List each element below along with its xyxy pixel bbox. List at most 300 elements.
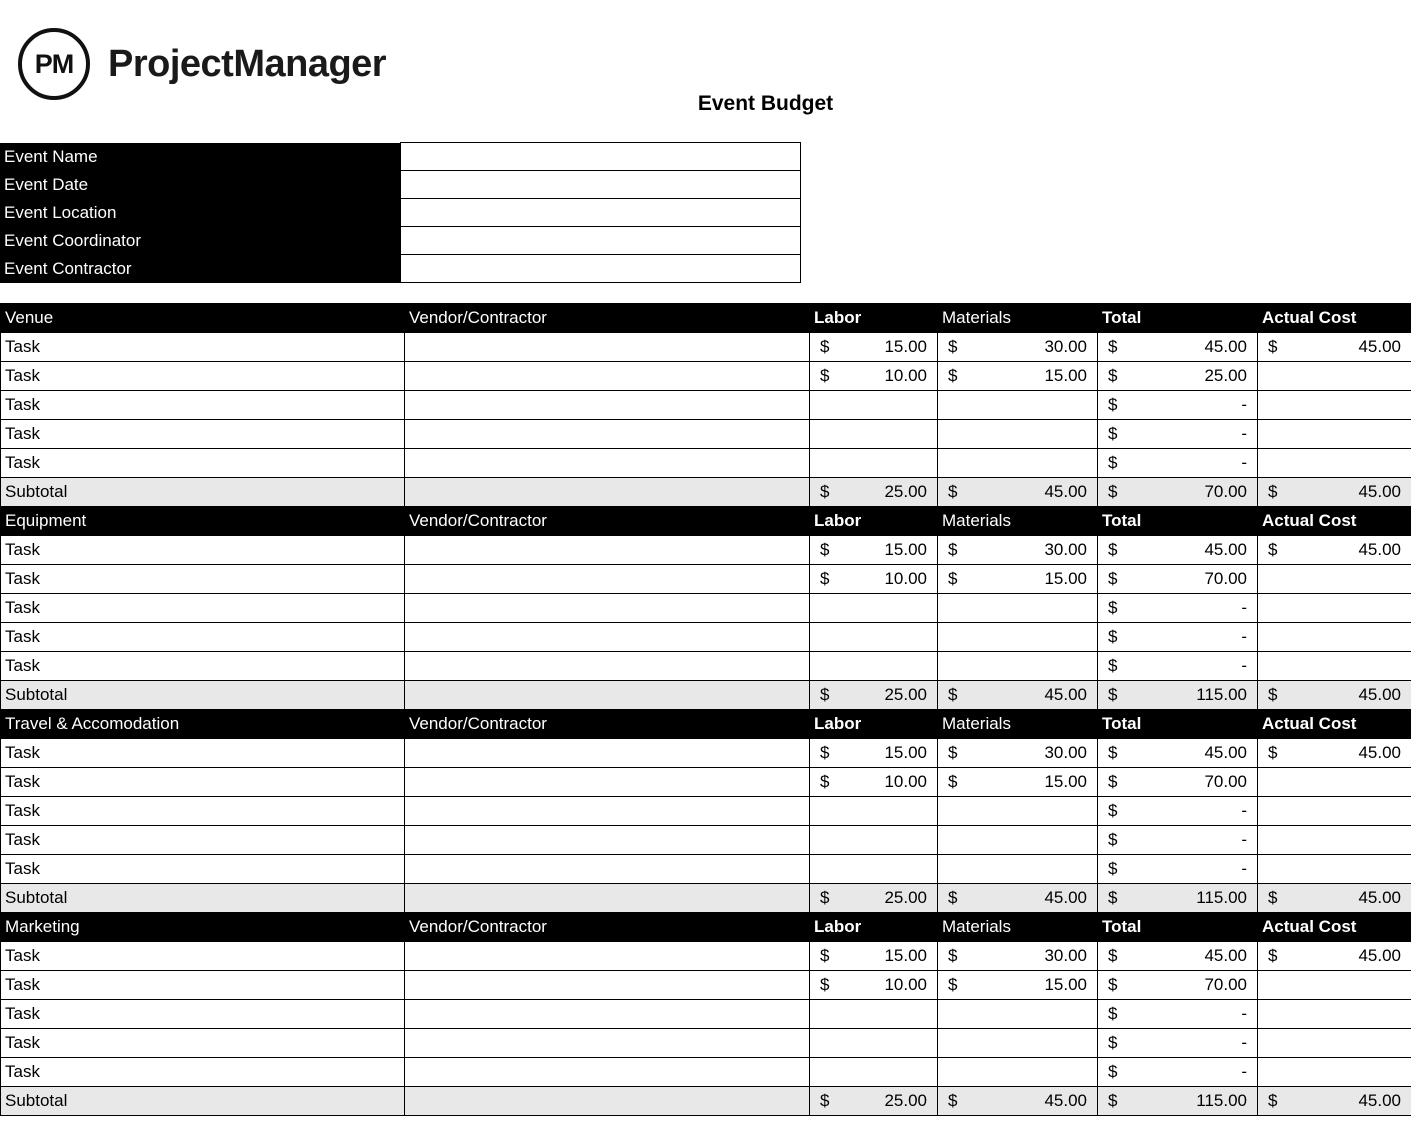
currency-symbol: $ [1108, 337, 1118, 356]
table-row [1, 333, 1411, 362]
currency-symbol: $ [1108, 540, 1118, 559]
amount-value: - [1241, 656, 1247, 675]
amount-value: 45.00 [1358, 946, 1401, 965]
amount-value: 45.00 [1358, 1091, 1401, 1110]
column-header-vendor: Vendor/Contractor [405, 507, 810, 536]
currency-symbol: $ [820, 569, 830, 588]
labor-cell[interactable] [810, 797, 938, 826]
currency-symbol: $ [820, 772, 830, 791]
amount-value: 30.00 [1044, 540, 1087, 559]
column-header-actual: Actual Cost [1258, 304, 1411, 333]
currency-symbol: $ [820, 1091, 830, 1110]
task-name-cell[interactable]: Task [1, 826, 405, 855]
currency-symbol: $ [1108, 888, 1118, 907]
actual-cost-cell[interactable] [1258, 594, 1411, 623]
task-name-cell[interactable]: Task [1, 1000, 405, 1029]
labor-cell[interactable] [810, 826, 938, 855]
actual-cost-cell[interactable] [1258, 420, 1411, 449]
actual-cost-cell[interactable] [1258, 971, 1411, 1000]
total-cell[interactable] [1098, 652, 1258, 681]
subtotal-row [1, 478, 1411, 507]
info-value-field[interactable] [400, 227, 800, 255]
section-header-row [1, 507, 1411, 536]
currency-symbol: $ [948, 946, 958, 965]
amount-value: - [1241, 598, 1247, 617]
labor-cell[interactable] [810, 652, 938, 681]
currency-symbol: $ [1108, 1091, 1118, 1110]
currency-symbol: $ [820, 888, 830, 907]
amount-value: 15.00 [1044, 569, 1087, 588]
amount-value: 15.00 [884, 337, 927, 356]
currency-symbol: $ [948, 1091, 958, 1110]
table-row [1, 362, 1411, 391]
column-header-total: Total [1098, 304, 1258, 333]
materials-cell[interactable] [938, 826, 1098, 855]
total-cell[interactable] [1098, 739, 1258, 768]
actual-cost-cell[interactable] [1258, 855, 1411, 884]
vendor-cell[interactable] [405, 333, 810, 362]
task-name-cell[interactable]: Task [1, 768, 405, 797]
vendor-cell[interactable] [405, 797, 810, 826]
vendor-cell[interactable] [405, 855, 810, 884]
actual-cost-cell[interactable] [1258, 623, 1411, 652]
subtotal-materials-cell[interactable] [938, 884, 1098, 913]
subtotal-label: Subtotal [1, 1087, 405, 1116]
currency-symbol: $ [948, 743, 958, 762]
info-value-field[interactable] [400, 255, 800, 283]
task-name-cell[interactable]: Task [1, 855, 405, 884]
currency-symbol: $ [1108, 859, 1118, 878]
amount-value: 45.00 [1358, 685, 1401, 704]
materials-cell[interactable] [938, 1000, 1098, 1029]
amount-value: 45.00 [1044, 482, 1087, 501]
currency-symbol: $ [1108, 946, 1118, 965]
column-header-actual: Actual Cost [1258, 913, 1411, 942]
vendor-cell[interactable] [405, 391, 810, 420]
amount-value: - [1241, 453, 1247, 472]
info-row [0, 227, 800, 255]
total-cell[interactable] [1098, 1058, 1258, 1087]
brand-name: ProjectManager [108, 42, 387, 85]
materials-cell[interactable] [938, 942, 1098, 971]
logo-mark-text: PM [34, 48, 74, 79]
column-header-actual: Actual Cost [1258, 507, 1411, 536]
total-cell[interactable] [1098, 391, 1258, 420]
table-row [1, 826, 1411, 855]
column-header-vendor: Vendor/Contractor [405, 304, 810, 333]
page-header [0, 0, 1411, 130]
vendor-cell[interactable] [405, 971, 810, 1000]
subtotal-labor-cell[interactable] [810, 478, 938, 507]
info-label: Event Name [0, 143, 400, 171]
currency-symbol: $ [1108, 424, 1118, 443]
table-row [1, 594, 1411, 623]
column-header-total: Total [1098, 507, 1258, 536]
materials-cell[interactable] [938, 391, 1098, 420]
section-title: Marketing [1, 913, 405, 942]
column-header-total: Total [1098, 913, 1258, 942]
actual-cost-cell[interactable] [1258, 333, 1411, 362]
total-cell[interactable] [1098, 768, 1258, 797]
subtotal-label: Subtotal [1, 884, 405, 913]
table-row [1, 971, 1411, 1000]
amount-value: - [1241, 1033, 1247, 1052]
section-title: Venue [1, 304, 405, 333]
amount-value: 15.00 [1044, 975, 1087, 994]
table-row [1, 739, 1411, 768]
amount-value: 15.00 [884, 540, 927, 559]
amount-value: 115.00 [1196, 1091, 1247, 1110]
amount-value: 25.00 [884, 888, 927, 907]
amount-value: 25.00 [884, 482, 927, 501]
currency-symbol: $ [948, 569, 958, 588]
amount-value: 15.00 [884, 946, 927, 965]
actual-cost-cell[interactable] [1258, 768, 1411, 797]
vendor-cell[interactable] [405, 739, 810, 768]
task-name-cell[interactable]: Task [1, 652, 405, 681]
amount-value: 15.00 [884, 743, 927, 762]
subtotal-total-cell[interactable] [1098, 884, 1258, 913]
subtotal-total-cell[interactable] [1098, 681, 1258, 710]
column-header-materials: Materials [938, 913, 1098, 942]
subtotal-actual-cell[interactable] [1258, 1087, 1411, 1116]
task-name-cell[interactable]: Task [1, 971, 405, 1000]
vendor-cell[interactable] [405, 1000, 810, 1029]
materials-cell[interactable] [938, 1029, 1098, 1058]
task-name-cell[interactable]: Task [1, 797, 405, 826]
amount-value: 25.00 [884, 685, 927, 704]
amount-value: - [1241, 627, 1247, 646]
task-name-cell[interactable]: Task [1, 739, 405, 768]
materials-cell[interactable] [938, 449, 1098, 478]
section-title: Travel & Accomodation [1, 710, 405, 739]
labor-cell[interactable] [810, 333, 938, 362]
materials-cell[interactable] [938, 739, 1098, 768]
subtotal-labor-cell[interactable] [810, 1087, 938, 1116]
info-label: Event Location [0, 199, 400, 227]
task-name-cell[interactable]: Task [1, 449, 405, 478]
subtotal-actual-cell[interactable] [1258, 478, 1411, 507]
subtotal-vendor-cell [405, 681, 810, 710]
currency-symbol: $ [820, 482, 830, 501]
materials-cell[interactable] [938, 797, 1098, 826]
column-header-actual: Actual Cost [1258, 710, 1411, 739]
actual-cost-cell[interactable] [1258, 1000, 1411, 1029]
total-cell[interactable] [1098, 1029, 1258, 1058]
info-value-field[interactable] [400, 143, 800, 171]
labor-cell[interactable] [810, 739, 938, 768]
task-name-cell[interactable]: Task [1, 942, 405, 971]
actual-cost-cell[interactable] [1258, 362, 1411, 391]
info-label: Event Coordinator [0, 227, 400, 255]
labor-cell[interactable] [810, 594, 938, 623]
materials-cell[interactable] [938, 768, 1098, 797]
total-cell[interactable] [1098, 797, 1258, 826]
event-info-table [0, 142, 801, 283]
subtotal-materials-cell[interactable] [938, 478, 1098, 507]
labor-cell[interactable] [810, 449, 938, 478]
total-cell[interactable] [1098, 536, 1258, 565]
table-row [1, 420, 1411, 449]
page-title: Event Budget [697, 92, 834, 115]
currency-symbol: $ [1108, 366, 1118, 385]
section-title: Equipment [1, 507, 405, 536]
task-name-cell[interactable]: Task [1, 536, 405, 565]
labor-cell[interactable] [810, 768, 938, 797]
actual-cost-cell[interactable] [1258, 942, 1411, 971]
currency-symbol: $ [1268, 946, 1278, 965]
amount-value: - [1241, 395, 1247, 414]
info-row [0, 199, 800, 227]
total-cell[interactable] [1098, 826, 1258, 855]
labor-cell[interactable] [810, 623, 938, 652]
materials-cell[interactable] [938, 565, 1098, 594]
total-cell[interactable] [1098, 971, 1258, 1000]
currency-symbol: $ [1108, 482, 1118, 501]
task-name-cell[interactable]: Task [1, 362, 405, 391]
actual-cost-cell[interactable] [1258, 565, 1411, 594]
vendor-cell[interactable] [405, 565, 810, 594]
budget-table [0, 303, 1411, 1116]
task-name-cell[interactable]: Task [1, 391, 405, 420]
info-row [0, 255, 800, 283]
amount-value: 30.00 [1044, 946, 1087, 965]
amount-value: 15.00 [1044, 772, 1087, 791]
currency-symbol: $ [820, 946, 830, 965]
task-name-cell[interactable]: Task [1, 565, 405, 594]
task-name-cell[interactable]: Task [1, 1029, 405, 1058]
total-cell[interactable] [1098, 333, 1258, 362]
info-value-field[interactable] [400, 171, 800, 199]
total-cell[interactable] [1098, 594, 1258, 623]
currency-symbol: $ [1268, 1091, 1278, 1110]
actual-cost-cell[interactable] [1258, 797, 1411, 826]
task-name-cell[interactable]: Task [1, 1058, 405, 1087]
column-header-vendor: Vendor/Contractor [405, 710, 810, 739]
total-cell[interactable] [1098, 1000, 1258, 1029]
currency-symbol: $ [1108, 656, 1118, 675]
currency-symbol: $ [948, 482, 958, 501]
materials-cell[interactable] [938, 971, 1098, 1000]
materials-cell[interactable] [938, 594, 1098, 623]
column-header-labor: Labor [810, 710, 938, 739]
materials-cell[interactable] [938, 536, 1098, 565]
currency-symbol: $ [1268, 685, 1278, 704]
subtotal-row [1, 1087, 1411, 1116]
amount-value: - [1241, 801, 1247, 820]
materials-cell[interactable] [938, 1058, 1098, 1087]
vendor-cell[interactable] [405, 420, 810, 449]
column-header-labor: Labor [810, 507, 938, 536]
amount-value: 10.00 [884, 772, 927, 791]
task-name-cell[interactable]: Task [1, 333, 405, 362]
amount-value: 45.00 [1044, 685, 1087, 704]
currency-symbol: $ [820, 975, 830, 994]
currency-symbol: $ [1108, 801, 1118, 820]
subtotal-labor-cell[interactable] [810, 884, 938, 913]
labor-cell[interactable] [810, 942, 938, 971]
actual-cost-cell[interactable] [1258, 391, 1411, 420]
currency-symbol: $ [1108, 743, 1118, 762]
subtotal-materials-cell[interactable] [938, 1087, 1098, 1116]
subtotal-labor-cell[interactable] [810, 681, 938, 710]
currency-symbol: $ [1108, 772, 1118, 791]
info-row [0, 171, 800, 199]
materials-cell[interactable] [938, 333, 1098, 362]
info-label: Event Contractor [0, 255, 400, 283]
table-row [1, 1029, 1411, 1058]
task-name-cell[interactable]: Task [1, 623, 405, 652]
info-row [0, 143, 800, 171]
total-cell[interactable] [1098, 942, 1258, 971]
currency-symbol: $ [948, 772, 958, 791]
section-header-row [1, 304, 1411, 333]
total-cell[interactable] [1098, 420, 1258, 449]
subtotal-total-cell[interactable] [1098, 1087, 1258, 1116]
total-cell[interactable] [1098, 623, 1258, 652]
currency-symbol: $ [948, 337, 958, 356]
currency-symbol: $ [1108, 685, 1118, 704]
amount-value: 45.00 [1204, 337, 1247, 356]
amount-value: 25.00 [1204, 366, 1247, 385]
total-cell[interactable] [1098, 565, 1258, 594]
labor-cell[interactable] [810, 536, 938, 565]
amount-value: 115.00 [1196, 888, 1247, 907]
amount-value: 10.00 [884, 366, 927, 385]
subtotal-row [1, 884, 1411, 913]
column-header-labor: Labor [810, 304, 938, 333]
labor-cell[interactable] [810, 565, 938, 594]
actual-cost-cell[interactable] [1258, 652, 1411, 681]
vendor-cell[interactable] [405, 826, 810, 855]
materials-cell[interactable] [938, 362, 1098, 391]
labor-cell[interactable] [810, 855, 938, 884]
amount-value: 45.00 [1358, 540, 1401, 559]
subtotal-actual-cell[interactable] [1258, 884, 1411, 913]
vendor-cell[interactable] [405, 1058, 810, 1087]
currency-symbol: $ [1108, 975, 1118, 994]
vendor-cell[interactable] [405, 768, 810, 797]
table-row [1, 1058, 1411, 1087]
labor-cell[interactable] [810, 1029, 938, 1058]
amount-value: 45.00 [1204, 540, 1247, 559]
vendor-cell[interactable] [405, 536, 810, 565]
currency-symbol: $ [820, 366, 830, 385]
table-row [1, 1000, 1411, 1029]
currency-symbol: $ [948, 975, 958, 994]
currency-symbol: $ [1108, 453, 1118, 472]
vendor-cell[interactable] [405, 1029, 810, 1058]
subtotal-materials-cell[interactable] [938, 681, 1098, 710]
currency-symbol: $ [1268, 482, 1278, 501]
amount-value: 45.00 [1358, 482, 1401, 501]
materials-cell[interactable] [938, 420, 1098, 449]
labor-cell[interactable] [810, 362, 938, 391]
vendor-cell[interactable] [405, 362, 810, 391]
vendor-cell[interactable] [405, 942, 810, 971]
actual-cost-cell[interactable] [1258, 1029, 1411, 1058]
subtotal-vendor-cell [405, 478, 810, 507]
vendor-cell[interactable] [405, 652, 810, 681]
amount-value: 70.00 [1204, 975, 1247, 994]
vendor-cell[interactable] [405, 623, 810, 652]
column-header-total: Total [1098, 710, 1258, 739]
vendor-cell[interactable] [405, 449, 810, 478]
column-header-materials: Materials [938, 304, 1098, 333]
amount-value: 15.00 [1044, 366, 1087, 385]
currency-symbol: $ [1108, 830, 1118, 849]
task-name-cell[interactable]: Task [1, 420, 405, 449]
currency-symbol: $ [1268, 743, 1278, 762]
column-header-vendor: Vendor/Contractor [405, 913, 810, 942]
amount-value: 70.00 [1204, 569, 1247, 588]
amount-value: 10.00 [884, 975, 927, 994]
table-row [1, 391, 1411, 420]
amount-value: 70.00 [1204, 772, 1247, 791]
currency-symbol: $ [948, 888, 958, 907]
column-header-labor: Labor [810, 913, 938, 942]
table-row [1, 942, 1411, 971]
amount-value: 45.00 [1358, 743, 1401, 762]
total-cell[interactable] [1098, 855, 1258, 884]
materials-cell[interactable] [938, 623, 1098, 652]
currency-symbol: $ [948, 685, 958, 704]
subtotal-vendor-cell [405, 884, 810, 913]
info-value-field[interactable] [400, 199, 800, 227]
actual-cost-cell[interactable] [1258, 536, 1411, 565]
section-header-row [1, 913, 1411, 942]
task-name-cell[interactable]: Task [1, 594, 405, 623]
column-header-materials: Materials [938, 507, 1098, 536]
amount-value: - [1241, 1004, 1247, 1023]
labor-cell[interactable] [810, 391, 938, 420]
materials-cell[interactable] [938, 652, 1098, 681]
info-label: Event Date [0, 171, 400, 199]
amount-value: 45.00 [1204, 743, 1247, 762]
currency-symbol: $ [948, 366, 958, 385]
table-row [1, 623, 1411, 652]
amount-value: 45.00 [1044, 888, 1087, 907]
amount-value: 45.00 [1204, 946, 1247, 965]
actual-cost-cell[interactable] [1258, 826, 1411, 855]
labor-cell[interactable] [810, 1058, 938, 1087]
currency-symbol: $ [1268, 337, 1278, 356]
labor-cell[interactable] [810, 1000, 938, 1029]
table-row [1, 449, 1411, 478]
amount-value: 30.00 [1044, 743, 1087, 762]
materials-cell[interactable] [938, 855, 1098, 884]
currency-symbol: $ [1108, 598, 1118, 617]
actual-cost-cell[interactable] [1258, 449, 1411, 478]
total-cell[interactable] [1098, 362, 1258, 391]
table-row [1, 797, 1411, 826]
subtotal-total-cell[interactable] [1098, 478, 1258, 507]
labor-cell[interactable] [810, 971, 938, 1000]
total-cell[interactable] [1098, 449, 1258, 478]
vendor-cell[interactable] [405, 594, 810, 623]
labor-cell[interactable] [810, 420, 938, 449]
actual-cost-cell[interactable] [1258, 1058, 1411, 1087]
currency-symbol: $ [1108, 569, 1118, 588]
column-header-materials: Materials [938, 710, 1098, 739]
subtotal-actual-cell[interactable] [1258, 681, 1411, 710]
actual-cost-cell[interactable] [1258, 739, 1411, 768]
section-header-row [1, 710, 1411, 739]
subtotal-label: Subtotal [1, 681, 405, 710]
table-row [1, 855, 1411, 884]
amount-value: 45.00 [1358, 337, 1401, 356]
currency-symbol: $ [820, 743, 830, 762]
